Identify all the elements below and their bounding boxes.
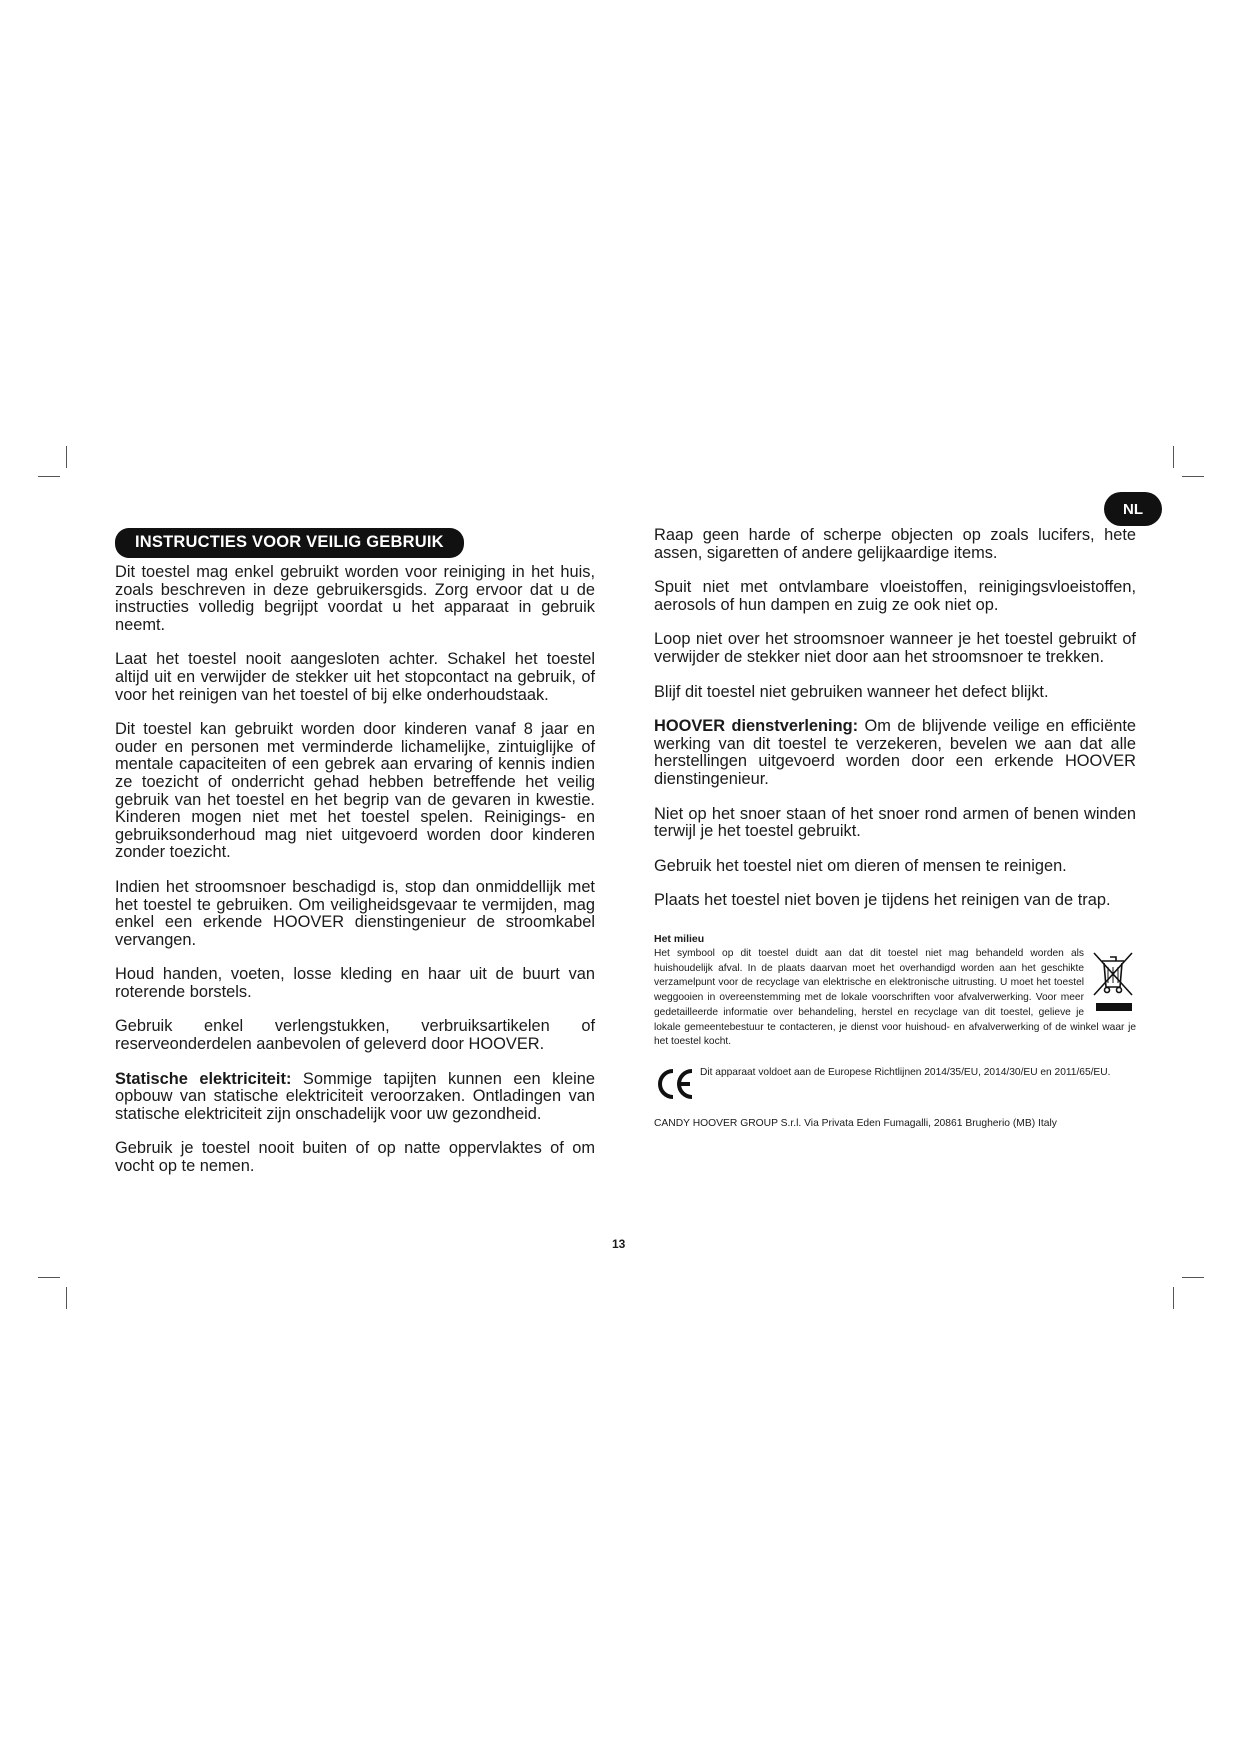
paragraph: Blijf dit toestel niet gebruiken wanneer het defect blijkt. <box>654 682 1049 701</box>
service-label: HOOVER dienstverlening: <box>654 717 859 736</box>
crop-mark <box>1182 1277 1204 1278</box>
paragraph: Dit toestel mag enkel gebruikt worden voor reiniging in het huis, zoals beschreven in deze gebruikersgids. Zorg ervoor dat u de instructies volledig begrijpt voordat u het apparaat in gebruik neemt. <box>115 563 595 634</box>
paragraph: Laat het toestel nooit aangesloten achter. Schakel het toestel altijd uit en verwijder de stekker uit het stopcontact na gebruik, of voor het reinigen van het toestel of bij elke onderhoudstaak. <box>115 650 595 704</box>
language-tab: NL <box>1104 492 1162 526</box>
static-electricity-text: Sommige tapijten kunnen een kleine opbouw van statische elektriciteit veroorzaken. Ontladingen van statische elektriciteit zijn onschadelijk voor uw gezondheid. <box>115 1069 596 1123</box>
crop-mark <box>38 1277 60 1278</box>
paragraph: Spuit niet met ontvlambare vloeistoffen, reinigingsvloeistoffen, aerosols of hun dampen en zuig ze ook niet op. <box>654 578 1136 614</box>
environment-text: Het symbool op dit toestel duidt aan dat dit toestel niet mag behandeld worden als huishoudelijk afval. In de plaats daarvan moet het overhandigd worden aan het geschikte verzamelpunt voor de recyclage van elektrische en elektronische uitrusting. U moet het toestel weggooien in overeenstemming met de lokale voorschriften voor afvalverwerking. Voor meer gedetailleerde informatie over behandeling, herstel en recyclage van dit toestel, gelieve je lokale gemeentebestuur te contacteren, je dienst voor huishoud- en afvalverwerking of de winkel waar je het toestel kocht. <box>654 947 1136 1048</box>
paragraph: Raap geen harde of scherpe objecten op zoals lucifers, hete assen, sigaretten of andere gelijkaardige items. <box>654 526 1136 562</box>
paragraph: Dit toestel kan gebruikt worden door kinderen vanaf 8 jaar en ouder en personen met verminderde lichamelijke, zintuiglijke of mentale capaciteiten of een gebrek aan ervaring of kennis indien ze toezicht of onderricht gehad hebben betreffende het veilig gebruik van het toestel en het begrip van de gevaren in kwestie. Kinderen mogen niet met het toestel spelen. Reinigings- en gebruiksonderhoud mag niet uitgevoerd worden door kinderen zonder toezicht. <box>115 720 595 862</box>
service-paragraph <box>654 718 1136 788</box>
crop-mark <box>66 446 67 468</box>
environment-title: Het milieu <box>654 932 705 945</box>
paragraph: Gebruik het toestel niet om dieren of mensen te reinigen. <box>654 856 1067 875</box>
paragraph: Gebruik je toestel nooit buiten of op natte oppervlaktes of om vocht op te nemen. <box>115 1139 595 1176</box>
crop-mark <box>1173 446 1174 468</box>
paragraph: Houd handen, voeten, losse kleding en haar uit de buurt van roterende borstels. <box>115 965 595 1001</box>
paragraph: Plaats het toestel niet boven je tijdens het reinigen van de trap. <box>654 891 1111 910</box>
weee-crossed-bin-icon <box>1090 947 1136 1015</box>
static-electricity-label: Statische elektriciteit: <box>115 1069 292 1088</box>
company-address: CANDY HOOVER GROUP S.r.l. Via Privata Eden Fumagalli, 20861 Brugherio (MB) Italy <box>654 1118 1057 1130</box>
crop-mark <box>66 1287 67 1309</box>
ce-text: Dit apparaat voldoet aan de Europese Richtlijnen 2014/35/EU, 2014/30/EU en 2011/65/EU. <box>700 1067 1111 1079</box>
paragraph: Gebruik enkel verlengstukken, verbruiksartikelen of reserveonderdelen aanbevolen of geleverd door HOOVER. <box>115 1017 595 1054</box>
paragraph: Indien het stroomsnoer beschadigd is, stop dan onmiddellijk met het toestel te gebruiken. Om veiligheidsgevaar te vermijden, mag enkel een erkende HOOVER dienstingenieur de stroomkabel vervangen. <box>115 877 595 949</box>
service-text: Om de blijvende veilige en efficiënte werking van dit toestel te verzekeren, bevelen we aan dat alle herstellingen uitgevoerd worden door een erkende HOOVER dienstingenieur. <box>654 717 1137 788</box>
ce-mark-icon <box>654 1066 698 1102</box>
environment-section <box>654 932 1136 1050</box>
crop-mark <box>1173 1287 1174 1309</box>
paragraph: Loop niet over het stroomsnoer wanneer je het toestel gebruikt of verwijder de stekker niet door aan het stroomsnoer te trekken. <box>654 630 1136 666</box>
ce-declaration <box>654 1066 1136 1102</box>
section-header: INSTRUCTIES VOOR VEILIG GEBRUIK <box>115 528 464 558</box>
paragraph: Niet op het snoer staan of het snoer rond armen of benen winden terwijl je het toestel gebruikt. <box>654 804 1136 841</box>
left-column <box>115 528 595 1193</box>
crop-mark <box>38 476 60 477</box>
crop-mark <box>1182 476 1204 477</box>
static-electricity-paragraph <box>115 1071 595 1124</box>
right-column <box>654 527 1136 1129</box>
page-number: 13 <box>612 1237 626 1251</box>
